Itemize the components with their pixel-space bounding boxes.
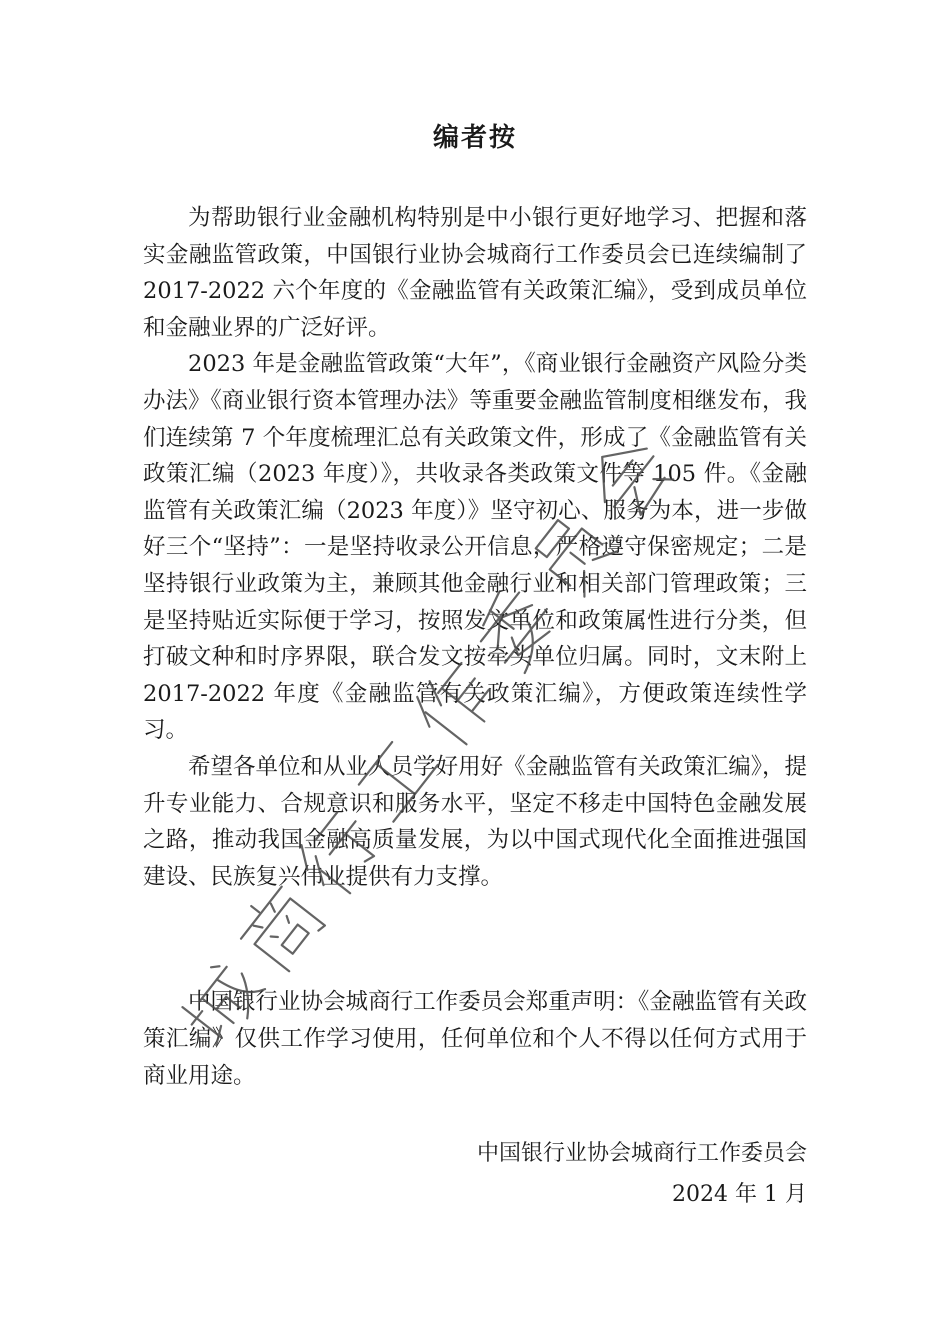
paragraph-2: 2023 年是金融监管政策“大年”，《商业银行金融资产风险分类办法》《商业银行资本管理办法》等重要金融监管制度相继发布，我们连续第 7 个年度梳理汇总有关政策文件，形成了《金融监管有关政策汇编（2023 年度）》，共收录各类政策文件等 105 件。《金融监管有关政策汇编（2023 年度）》坚守初心、服务为本，进一步做好三个“坚持”：一是坚持收录公开信息，严格遵守保密规定；二是坚持银行业政策为主，兼顾其他金融行业和相关部门管理政策；三是坚持贴近实际便于学习，按照发文单位和政策属性进行分类，但打破文种和时序界限，联合发文按牵头单位归属。同时，文末附上 2017-2022 年度《金融监管有关政策汇编》，方便政策连续性学习。 — [143, 351, 807, 744]
page-title: 编者按 — [432, 123, 517, 153]
body-text — [143, 200, 807, 895]
paragraph-1: 为帮助银行业金融机构特别是中小银行更好地学习、把握和落实金融监管政策，中国银行业协会城商行工作委员会已连续编制了 2017-2022 六个年度的《金融监管有关政策汇编》，受到成员单位和金融业界的广泛好评。 — [143, 205, 807, 341]
signature-organization: 中国银行业协会城商行工作委员会 — [476, 1141, 807, 1166]
signature-date: 2024 年 1 月 — [672, 1182, 807, 1207]
copyright-notice: 中国银行业协会城商行工作委员会郑重声明：《金融监管有关政策汇编》仅供工作学习使用，任何单位和个人不得以任何方式用于商业用途。 — [143, 989, 807, 1089]
paragraph-3: 希望各单位和从业人员学好用好《金融监管有关政策汇编》，提升专业能力、合规意识和服务水平，坚定不移走中国特色金融发展之路，推动我国金融高质量发展，为以中国式现代化全面推进强国建设、民族复兴伟业提供有力支撑。 — [143, 753, 807, 890]
